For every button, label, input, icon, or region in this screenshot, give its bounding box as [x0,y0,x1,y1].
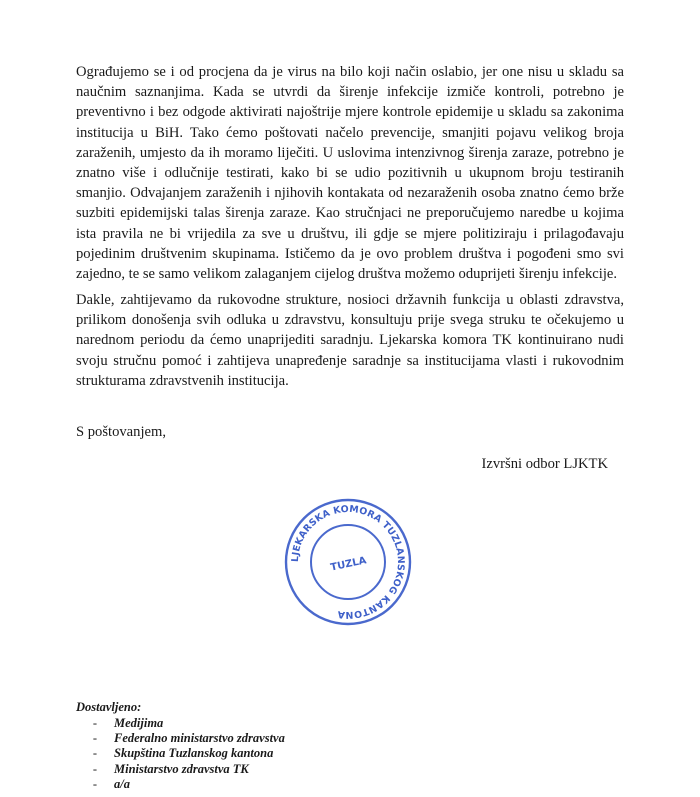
distribution-item [76,777,285,792]
distribution-item [76,716,285,731]
distribution-list [76,700,285,792]
official-stamp [282,496,414,628]
closing-salutation: S poštovanjem, [76,424,166,440]
distribution-item-label: a/a [114,776,130,791]
stamp-center-text: TUZLA [329,555,368,574]
distribution-item-label: Ministarstvo zdravstva TK [114,761,249,776]
distribution-dash: - [92,731,98,746]
distribution-dash: - [92,716,98,730]
stamp-ring-text: LJEKARSKA KOMORA TUZLANSKOG KANTONA [289,503,407,621]
distribution-item [76,746,285,761]
distribution-items [76,716,285,792]
distribution-item [76,762,285,777]
signature-line: Izvršni odbor LJKTK [481,456,608,472]
distribution-title: Dostavljeno: [76,700,142,714]
distribution-dash: - [92,761,98,776]
distribution-item-label: Federalno ministarstvo zdravstva [114,731,285,746]
body-paragraph-1: Ograđujemo se i od procjena da je virus na bilo koji način oslabio, jer one nisu u skladu sa naučnim saznanjima. Kada se utvrdi da širenje infekcije izmiče kontroli, potrebno je preventivno i bez odgode aktivirati najoštrije mjere kontrole epidemije u skladu sa zakonima institucija u BiH. Tako ćemo poštovati načelo prevencije, smanjiti pojavu velikog broja zaraženih, umjesto da ih moramo liječiti. U uslovima intenzivnog širenja zaraze, potrebno je znatno više i odlučnije testirati, kako bi se udio pozitivnih u ukupnom broju testiranih smanjio. Odvajanjem zaraženih i njihovih kontakata od nezaraženih osoba znatno ćemo brže suzbiti epidemijski talas širenja zaraze. Kao stručnjaci ne preporučujemo naredbe u kojima ista pravila ne bi vrijedila za sve u društvu, ili gdje se mjere politiziraju i prilagođavaju pojedinim društvenim skupinama. Ističemo da je ovo problem društva i pogođeni smo svi zajedno, te se samo velikom zalaganjem cijelog društva možemo oduprijeti širenju infekcije. [76,64,624,283]
distribution-item [76,731,285,746]
distribution-item-label: Skupština Tuzlanskog kantona [114,746,274,761]
distribution-dash: - [92,746,98,761]
distribution-item-label: Medijima [114,716,164,730]
body-paragraph-2: Dakle, zahtijevamo da rukovodne strukture, nosioci državnih funkcija u oblasti zdravstva, prilikom donošenja svih odluka u zdravstvu, konsultuju prije svega struku te očekujemo u narednom periodu da ćemo unaprijediti saradnju. Ljekarska komora TK kontinuirano nudi svoju stručnu pomoć i zahtijeva unapređenje saradnje sa institucijama vlasti i rukovodnim strukturama zdravstvenih institucija. [76,292,624,389]
distribution-dash: - [92,776,98,791]
